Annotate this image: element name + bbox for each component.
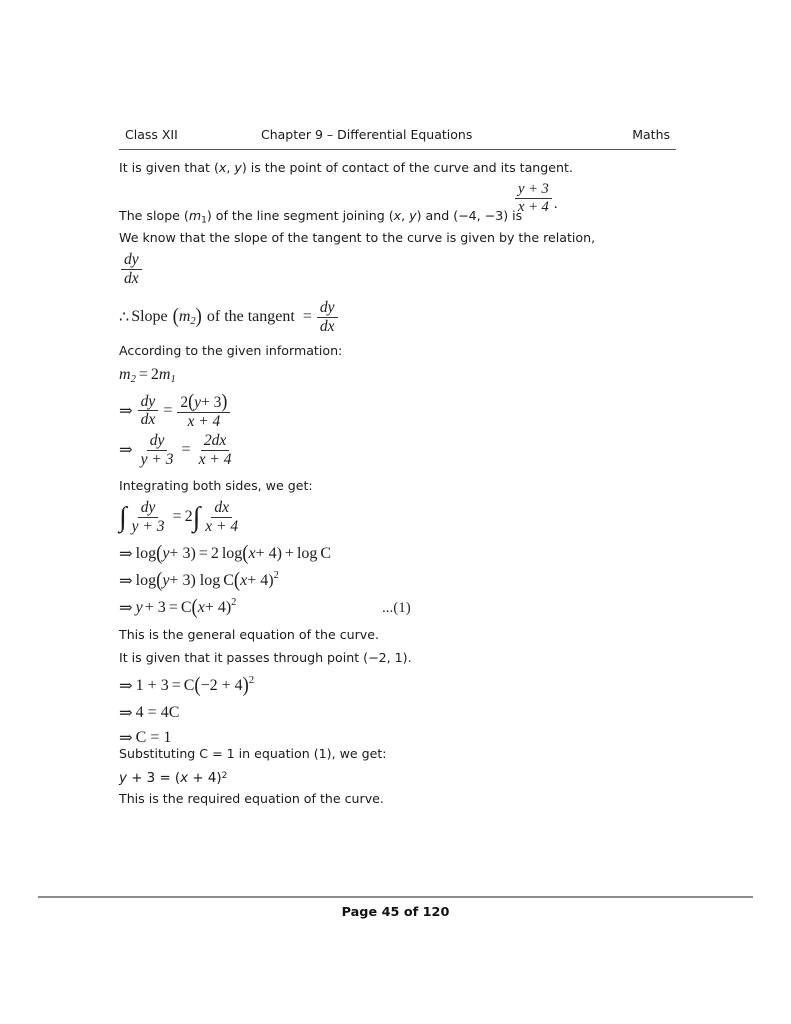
implies-arrow: ⇒ (119, 440, 133, 460)
equals-sign: = (172, 508, 182, 526)
log-function: log (199, 572, 221, 589)
implies-arrow: ⇒ (119, 598, 133, 617)
fraction-numerator (177, 389, 230, 413)
left-paren: ( (242, 541, 249, 566)
coefficient-2: 2 (150, 366, 159, 383)
paragraph-final-equation (119, 768, 227, 787)
variable-x: x (180, 771, 189, 787)
fraction (129, 500, 168, 535)
subscript-1: 1 (170, 373, 176, 385)
math-dy-dx (119, 252, 144, 287)
variable-m: m (188, 208, 202, 223)
constant-C: C (183, 677, 195, 694)
left-paren: ( (172, 305, 179, 329)
implies-arrow: ⇒ (119, 571, 133, 590)
math-log-equation-2 (119, 570, 279, 592)
text-fragment: ) is the point of contact of the curve and its tangent. (241, 160, 573, 175)
paragraph-passes-through: It is given that it passes through point (−2, 1). (119, 650, 412, 665)
fraction-numerator: dy (121, 252, 142, 270)
fraction-numerator: dy (147, 433, 168, 451)
constant-C: C (320, 545, 332, 562)
text-fragment: The slope ( (119, 208, 189, 223)
variable-m: m (178, 308, 191, 326)
period-mark: . (553, 195, 558, 212)
constant-C: C (223, 572, 234, 589)
exponent-2: 2 (273, 569, 279, 581)
expression-4-equals-4C: 4 = 4C (135, 704, 180, 721)
variable-y: y (162, 572, 170, 589)
plus-three: + 3 (201, 394, 222, 411)
equals-sign: = (168, 599, 178, 616)
expression-C-equals-1: C = 1 (135, 729, 172, 746)
variable-x: x (240, 572, 248, 589)
equals-sign: = (181, 441, 191, 459)
text-fragment: + 4) (188, 771, 222, 787)
integral-sign: ∫ (192, 502, 201, 534)
exponent-2: 2 (221, 771, 228, 781)
implies-arrow: ⇒ (119, 676, 133, 695)
integral-sign: ∫ (119, 502, 127, 534)
log-function: log (296, 545, 318, 562)
equals-sign: = (163, 401, 173, 419)
log-function: log (135, 572, 157, 589)
variable-x: x (218, 160, 227, 175)
paragraph-relation: We know that the slope of the tangent to the curve is given by the relation, (119, 230, 596, 245)
plus-three-paren: + 3) (169, 572, 196, 589)
fraction-denominator: x + 4 (198, 450, 232, 468)
equation-number-1: ...(1) (382, 600, 411, 616)
left-paren: ( (156, 541, 163, 566)
fraction-y3-over-x4 (513, 182, 558, 215)
plus-four-paren: + 4) (255, 545, 282, 562)
slope-word: Slope (131, 308, 168, 326)
inner-expression: −2 + 4 (200, 677, 243, 694)
math-separated-variables (119, 433, 236, 468)
equals-sign: = (138, 366, 148, 383)
fraction-denominator: x + 4 (187, 412, 221, 430)
fraction (196, 433, 235, 468)
fraction-denominator: y + 3 (140, 450, 174, 468)
coefficient-2: 2 (180, 394, 189, 411)
variable-y: y (135, 599, 143, 616)
fraction (177, 389, 230, 430)
paragraph-required-equation: This is the required equation of the curve. (119, 791, 384, 806)
subscript-1: 1 (201, 215, 207, 226)
variable-y: y (119, 771, 127, 787)
fraction-denominator: dx (124, 269, 139, 287)
fraction-denominator: dx (319, 317, 335, 335)
paragraph-point-of-contact (119, 160, 573, 176)
math-C-equals-1 (119, 728, 171, 748)
footer-page-number: Page 45 of 120 (341, 905, 450, 920)
math-substitute-point (119, 675, 254, 697)
variable-y: y (194, 394, 202, 411)
header-subject-label: Maths (632, 127, 670, 142)
fraction (121, 252, 142, 287)
text-fragment: ) of the line segment joining ( (206, 208, 394, 223)
plus-sign: + (284, 545, 294, 562)
left-paren: ( (191, 595, 198, 620)
plus-three-paren: + 3) (169, 545, 196, 562)
subscript-2: 2 (190, 315, 196, 327)
left-paren: ( (156, 568, 163, 593)
equals-sign: = (302, 308, 312, 326)
implies-arrow: ⇒ (119, 703, 133, 722)
of-the-tangent-text: of the tangent (206, 308, 295, 326)
fraction-denominator: x + 4 (205, 517, 239, 535)
math-4-equals-4C (119, 703, 179, 723)
math-slope-m2-definition (119, 300, 340, 335)
fraction-denominator: y + 3 (131, 517, 165, 535)
variable-y: y (162, 545, 170, 562)
math-log-equation (119, 543, 331, 565)
text-fragment: + 3 = ( (126, 771, 181, 787)
exponent-2: 2 (248, 674, 255, 686)
implies-arrow: ⇒ (119, 728, 133, 747)
fraction-numerator: dy (317, 300, 338, 318)
fraction (202, 500, 241, 535)
lhs-1-plus-3: 1 + 3 (135, 677, 169, 694)
math-general-solution (119, 597, 236, 619)
right-paren: ) (242, 673, 249, 698)
coefficient-2: 2 (210, 545, 219, 562)
fraction-numerator: dy (138, 500, 159, 518)
text-fragment: , (401, 208, 410, 223)
text-fragment: , (226, 160, 235, 175)
paragraph-slope-m1 (119, 208, 522, 228)
paragraph-substituting: Substituting C = 1 in equation (1), we get: (119, 746, 387, 761)
footer-divider (38, 896, 753, 898)
left-paren: ( (188, 389, 195, 413)
header-class-label: Class XII (125, 127, 178, 142)
math-m2-equals-2m1 (119, 366, 176, 384)
text-fragment: It is given that ( (119, 160, 219, 175)
fraction (515, 182, 552, 215)
paragraph-general-equation: This is the general equation of the curve. (119, 627, 380, 642)
equals-sign: = (198, 545, 208, 562)
right-paren: ) (221, 389, 228, 413)
log-function: log (221, 545, 243, 562)
equals-sign: = (171, 677, 181, 694)
plus-four-paren: + 4) (247, 572, 274, 589)
variable-x: x (248, 545, 256, 562)
plus-three: + 3 (144, 599, 166, 616)
text-fragment: ) and (−4, −3) is (416, 208, 523, 223)
left-paren: ( (194, 673, 201, 698)
fraction-numerator: dy (138, 394, 159, 412)
fraction-denominator: x + 4 (518, 198, 549, 215)
constant-C: C (180, 599, 192, 616)
fraction-denominator: dx (140, 411, 156, 429)
header-chapter-title: Chapter 9 – Differential Equations (261, 127, 473, 142)
left-paren: ( (233, 568, 241, 593)
variable-x: x (393, 208, 402, 223)
page-header (119, 127, 676, 150)
fraction-numerator: 2dx (201, 433, 229, 451)
variable-x: x (197, 599, 205, 616)
subscript-2: 2 (130, 373, 136, 385)
variable-m: m (158, 366, 171, 383)
exponent-2: 2 (231, 596, 237, 608)
implies-arrow: ⇒ (119, 400, 133, 420)
fraction (317, 300, 338, 335)
fraction (138, 394, 159, 429)
fraction-numerator: y + 3 (515, 182, 552, 199)
plus-four-paren: + 4) (204, 599, 232, 616)
paragraph-integrating: Integrating both sides, we get: (119, 478, 313, 493)
implies-arrow: ⇒ (119, 544, 133, 563)
fraction (138, 433, 177, 468)
log-function: log (135, 545, 157, 562)
fraction-numerator: dx (211, 500, 232, 518)
right-paren: ) (195, 305, 202, 329)
variable-y: y (409, 208, 417, 223)
coefficient-2: 2 (184, 508, 193, 526)
therefore-symbol: ∴ (119, 309, 130, 327)
math-dydx-equals-2y3-over-x4 (119, 389, 232, 430)
variable-m: m (119, 366, 131, 383)
math-integral-equation (119, 500, 243, 535)
paragraph-according-to: According to the given information: (119, 343, 343, 358)
variable-y: y (234, 160, 242, 175)
